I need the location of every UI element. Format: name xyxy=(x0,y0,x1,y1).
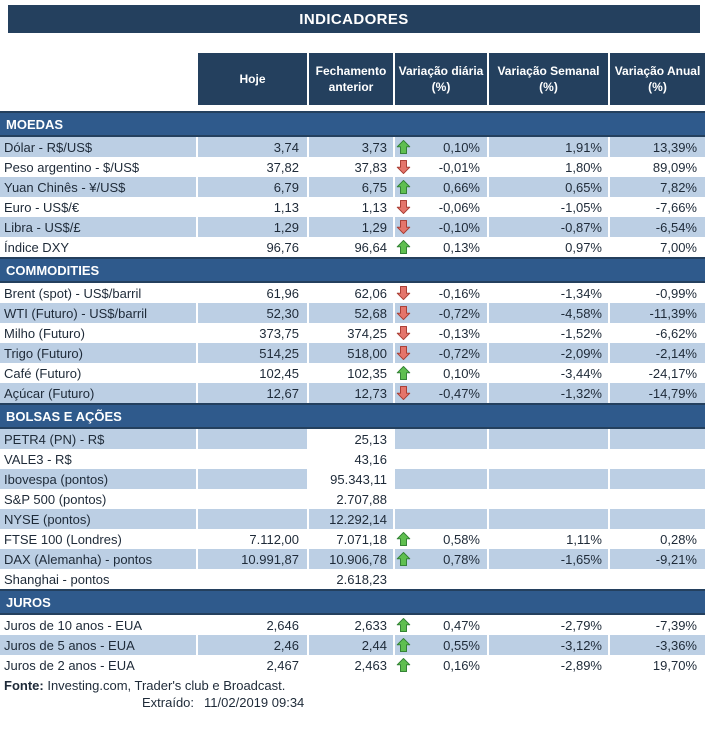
cell-fechamento-anterior: 2,44 xyxy=(309,635,393,655)
cell-variacao-diaria xyxy=(395,549,487,569)
down-arrow-icon xyxy=(396,286,411,301)
cell-variacao-anual xyxy=(610,449,705,469)
cell-hoje: 373,75 xyxy=(259,325,299,341)
row-label: Brent (spot) - US$/barril xyxy=(4,285,142,301)
cell-fechamento-anterior: 1,29 xyxy=(309,217,393,237)
cell-hoje xyxy=(198,489,307,509)
cell-variacao-anual: 89,09% xyxy=(652,159,697,175)
cell-variacao-diaria xyxy=(395,197,487,217)
down-arrow-icon xyxy=(396,346,411,361)
up-arrow-icon xyxy=(396,618,411,633)
table-row xyxy=(0,363,705,383)
header-fechamento-anterior: Fechamento anterior xyxy=(309,53,393,105)
variacao-diaria-value: -0,01% xyxy=(438,159,480,175)
cell-hoje xyxy=(198,509,307,529)
cell-hoje: 1,13 xyxy=(273,199,299,215)
up-arrow-icon xyxy=(396,638,411,653)
table-row xyxy=(0,569,705,589)
cell-hoje: 3,74 xyxy=(198,137,307,157)
cell-fechamento-anterior: 374,25 xyxy=(347,325,387,341)
table-row xyxy=(0,217,705,237)
cell-fechamento-anterior: 2,633 xyxy=(354,617,387,633)
cell-hoje: 7.112,00 xyxy=(249,531,299,547)
variacao-diaria-value: 0,78% xyxy=(443,551,480,567)
cell-fechamento-anterior: 37,83 xyxy=(354,159,387,175)
up-arrow-icon xyxy=(396,240,411,255)
cell-variacao-semanal: -3,44% xyxy=(560,365,602,381)
cell-variacao-anual: -3,36% xyxy=(610,635,705,655)
row-label: Ibovespa (pontos) xyxy=(0,469,196,489)
cell-variacao-anual: 0,28% xyxy=(660,531,697,547)
variacao-diaria-value: -0,13% xyxy=(438,325,480,341)
variacao-diaria-value: 0,66% xyxy=(443,179,480,195)
down-arrow-icon xyxy=(396,386,411,401)
row-label: Shanghai - pontos xyxy=(4,571,110,587)
down-arrow-icon xyxy=(396,306,411,321)
cell-variacao-semanal: 1,11% xyxy=(566,531,602,547)
row-label: NYSE (pontos) xyxy=(0,509,196,529)
up-arrow-icon xyxy=(396,532,411,547)
up-arrow-icon xyxy=(396,366,411,381)
section-header-moedas: MOEDAS xyxy=(0,111,705,137)
cell-variacao-semanal: -1,32% xyxy=(489,383,608,403)
up-arrow-icon xyxy=(396,140,411,155)
cell-hoje: 61,96 xyxy=(266,285,299,301)
variacao-diaria-value: 0,13% xyxy=(443,239,480,255)
cell-variacao-diaria xyxy=(395,283,487,303)
cell-variacao-semanal: -1,05% xyxy=(560,199,602,215)
cell-hoje: 2,46 xyxy=(198,635,307,655)
table-row xyxy=(0,383,705,403)
cell-fechamento-anterior: 2.618,23 xyxy=(336,571,387,587)
cell-variacao-semanal: 1,91% xyxy=(489,137,608,157)
row-label: VALE3 - R$ xyxy=(4,451,72,467)
table-row xyxy=(0,283,705,303)
cell-variacao-semanal xyxy=(489,489,608,509)
row-label: DAX (Alemanha) - pontos xyxy=(0,549,196,569)
cell-fechamento-anterior: 10.906,78 xyxy=(309,549,393,569)
table-row xyxy=(0,529,705,549)
cell-variacao-anual: -6,54% xyxy=(610,217,705,237)
table-row xyxy=(0,303,705,323)
cell-variacao-semanal: -3,12% xyxy=(489,635,608,655)
cell-hoje: 2,646 xyxy=(266,617,299,633)
cell-variacao-semanal: -2,09% xyxy=(489,343,608,363)
cell-variacao-diaria xyxy=(395,529,487,549)
up-arrow-icon xyxy=(396,180,411,195)
cell-variacao-semanal: 0,65% xyxy=(489,177,608,197)
cell-variacao-anual: -7,39% xyxy=(655,617,697,633)
cell-hoje: 6,79 xyxy=(198,177,307,197)
variacao-diaria-value: -0,72% xyxy=(438,345,480,361)
extraction-label: Extraído: xyxy=(142,695,195,710)
cell-variacao-anual: -24,17% xyxy=(648,365,697,381)
table-row xyxy=(0,615,705,635)
table-row xyxy=(0,449,705,469)
cell-hoje: 102,45 xyxy=(259,365,299,381)
row-label: Índice DXY xyxy=(4,239,70,255)
cell-variacao-diaria xyxy=(395,177,487,197)
cell-variacao-semanal: 0,97% xyxy=(565,239,602,255)
section-header-bolsas-e-acoes: BOLSAS E AÇÕES xyxy=(0,403,705,429)
cell-hoje xyxy=(198,429,307,449)
section-header-juros: JUROS xyxy=(0,589,705,615)
cell-fechamento-anterior: 2,463 xyxy=(354,657,387,673)
cell-hoje xyxy=(198,569,307,589)
up-arrow-icon xyxy=(396,552,411,567)
section-moedas xyxy=(0,111,705,257)
table-row xyxy=(0,323,705,343)
cell-hoje: 96,76 xyxy=(266,239,299,255)
extraction-timestamp: 11/02/2019 09:34 xyxy=(204,695,305,710)
cell-variacao-semanal xyxy=(489,569,608,589)
down-arrow-icon xyxy=(396,200,411,215)
cell-fechamento-anterior: 7.071,18 xyxy=(336,531,387,547)
indicators-table xyxy=(0,53,705,675)
cell-variacao-anual: 19,70% xyxy=(652,657,697,673)
down-arrow-icon xyxy=(396,326,411,341)
cell-variacao-anual: -7,66% xyxy=(655,199,697,215)
table-row xyxy=(0,177,705,197)
cell-variacao-anual: -11,39% xyxy=(610,303,705,323)
cell-variacao-diaria xyxy=(395,363,487,383)
source-label: Fonte: xyxy=(4,678,44,693)
cell-variacao-diaria xyxy=(395,157,487,177)
cell-hoje xyxy=(198,469,307,489)
cell-fechamento-anterior: 52,68 xyxy=(309,303,393,323)
row-label: Milho (Futuro) xyxy=(4,325,85,341)
cell-variacao-diaria xyxy=(395,469,487,489)
table-row xyxy=(0,429,705,449)
row-label: S&P 500 (pontos) xyxy=(4,491,107,507)
table-row xyxy=(0,489,705,509)
cell-variacao-diaria xyxy=(395,383,487,403)
header-variacao-diaria: Variação diária (%) xyxy=(395,53,487,105)
variacao-diaria-value: -0,10% xyxy=(438,219,480,235)
cell-variacao-anual: 7,00% xyxy=(660,239,697,255)
row-label: WTI (Futuro) - US$/barril xyxy=(0,303,196,323)
header-variacao-anual: Variação Anual (%) xyxy=(610,53,705,105)
row-label: Juros de 5 anos - EUA xyxy=(0,635,196,655)
table-row xyxy=(0,237,705,257)
cell-hoje: 10.991,87 xyxy=(198,549,307,569)
cell-variacao-anual: -14,79% xyxy=(610,383,705,403)
row-label: FTSE 100 (Londres) xyxy=(4,531,122,547)
variacao-diaria-value: -0,47% xyxy=(438,385,480,401)
variacao-diaria-value: 0,10% xyxy=(443,365,480,381)
footer xyxy=(0,678,705,710)
cell-variacao-semanal: -4,58% xyxy=(489,303,608,323)
cell-variacao-diaria xyxy=(395,615,487,635)
cell-fechamento-anterior: 12,73 xyxy=(309,383,393,403)
cell-hoje: 52,30 xyxy=(198,303,307,323)
cell-variacao-diaria xyxy=(395,303,487,323)
row-label: Libra - US$/£ xyxy=(0,217,196,237)
section-juros xyxy=(0,589,705,675)
cell-variacao-anual xyxy=(610,509,705,529)
cell-fechamento-anterior: 43,16 xyxy=(354,451,387,467)
row-label: Açúcar (Futuro) xyxy=(0,383,196,403)
header-variacao-semanal: Variação Semanal (%) xyxy=(489,53,608,105)
cell-fechamento-anterior: 102,35 xyxy=(347,365,387,381)
table-row xyxy=(0,469,705,489)
cell-hoje xyxy=(198,449,307,469)
cell-variacao-diaria xyxy=(395,343,487,363)
variacao-diaria-value: 0,10% xyxy=(443,139,480,155)
row-label: Juros de 2 anos - EUA xyxy=(4,657,135,673)
cell-variacao-anual xyxy=(610,489,705,509)
cell-variacao-anual xyxy=(610,429,705,449)
cell-variacao-semanal: -1,65% xyxy=(489,549,608,569)
cell-variacao-anual: -2,14% xyxy=(610,343,705,363)
cell-variacao-anual: -6,62% xyxy=(655,325,697,341)
source-note xyxy=(0,678,705,693)
cell-variacao-anual: 13,39% xyxy=(610,137,705,157)
cell-variacao-semanal: -2,89% xyxy=(560,657,602,673)
cell-hoje: 2,467 xyxy=(266,657,299,673)
cell-variacao-diaria xyxy=(395,217,487,237)
row-label: Dólar - R$/US$ xyxy=(0,137,196,157)
down-arrow-icon xyxy=(396,160,411,175)
cell-variacao-semanal: -0,87% xyxy=(489,217,608,237)
cell-variacao-diaria xyxy=(395,429,487,449)
cell-variacao-diaria xyxy=(395,323,487,343)
cell-variacao-anual: -0,99% xyxy=(655,285,697,301)
cell-variacao-diaria xyxy=(395,489,487,509)
table-row xyxy=(0,549,705,569)
cell-variacao-semanal: -2,79% xyxy=(560,617,602,633)
row-label: Yuan Chinês - ¥/US$ xyxy=(0,177,196,197)
cell-variacao-semanal xyxy=(489,469,608,489)
cell-hoje: 37,82 xyxy=(266,159,299,175)
cell-hoje: 514,25 xyxy=(198,343,307,363)
row-label: Juros de 10 anos - EUA xyxy=(4,617,143,633)
variacao-diaria-value: -0,06% xyxy=(438,199,480,215)
section-bolsas-e-acoes xyxy=(0,403,705,589)
cell-variacao-diaria xyxy=(395,509,487,529)
row-label: PETR4 (PN) - R$ xyxy=(0,429,196,449)
table-row xyxy=(0,137,705,157)
variacao-diaria-value: 0,55% xyxy=(443,637,480,653)
row-label: Euro - US$/€ xyxy=(4,199,80,215)
cell-variacao-diaria xyxy=(395,449,487,469)
cell-fechamento-anterior: 1,13 xyxy=(361,199,387,215)
cell-variacao-semanal: -1,52% xyxy=(560,325,602,341)
cell-fechamento-anterior: 62,06 xyxy=(354,285,387,301)
cell-hoje: 1,29 xyxy=(198,217,307,237)
table-header-row xyxy=(0,53,705,105)
cell-variacao-diaria xyxy=(395,635,487,655)
variacao-diaria-value: 0,47% xyxy=(443,617,480,633)
row-label: Café (Futuro) xyxy=(4,365,82,381)
cell-fechamento-anterior: 2.707,88 xyxy=(336,491,387,507)
cell-variacao-anual: 7,82% xyxy=(610,177,705,197)
down-arrow-icon xyxy=(396,220,411,235)
up-arrow-icon xyxy=(396,658,411,673)
cell-variacao-semanal: 1,80% xyxy=(565,159,602,175)
cell-variacao-anual xyxy=(610,469,705,489)
cell-variacao-anual: -9,21% xyxy=(610,549,705,569)
cell-fechamento-anterior: 95.343,11 xyxy=(309,469,393,489)
table-row xyxy=(0,197,705,217)
cell-variacao-semanal xyxy=(489,509,608,529)
cell-variacao-semanal xyxy=(489,429,608,449)
cell-fechamento-anterior: 6,75 xyxy=(309,177,393,197)
section-commodities xyxy=(0,257,705,403)
extraction-note xyxy=(0,695,705,710)
page-title: INDICADORES xyxy=(8,5,700,33)
variacao-diaria-value: 0,16% xyxy=(443,657,480,673)
header-empty-cell xyxy=(0,53,196,105)
cell-variacao-semanal: -1,34% xyxy=(560,285,602,301)
cell-fechamento-anterior: 12.292,14 xyxy=(309,509,393,529)
cell-variacao-anual xyxy=(610,569,705,589)
header-hoje: Hoje xyxy=(198,53,307,105)
source-text: Investing.com, Trader's club e Broadcast. xyxy=(43,678,286,693)
table-row xyxy=(0,655,705,675)
cell-fechamento-anterior: 518,00 xyxy=(309,343,393,363)
cell-variacao-diaria xyxy=(395,137,487,157)
variacao-diaria-value: -0,16% xyxy=(438,285,480,301)
row-label: Trigo (Futuro) xyxy=(0,343,196,363)
cell-fechamento-anterior: 96,64 xyxy=(354,239,387,255)
cell-fechamento-anterior: 25,13 xyxy=(309,429,393,449)
variacao-diaria-value: -0,72% xyxy=(438,305,480,321)
table-row xyxy=(0,509,705,529)
cell-fechamento-anterior: 3,73 xyxy=(309,137,393,157)
cell-hoje: 12,67 xyxy=(198,383,307,403)
table-row xyxy=(0,635,705,655)
table-row xyxy=(0,157,705,177)
cell-variacao-diaria xyxy=(395,655,487,675)
section-header-commodities: COMMODITIES xyxy=(0,257,705,283)
cell-variacao-semanal xyxy=(489,449,608,469)
table-row xyxy=(0,343,705,363)
cell-variacao-diaria xyxy=(395,237,487,257)
row-label: Peso argentino - $/US$ xyxy=(4,159,140,175)
cell-variacao-diaria xyxy=(395,569,487,589)
variacao-diaria-value: 0,58% xyxy=(443,531,480,547)
